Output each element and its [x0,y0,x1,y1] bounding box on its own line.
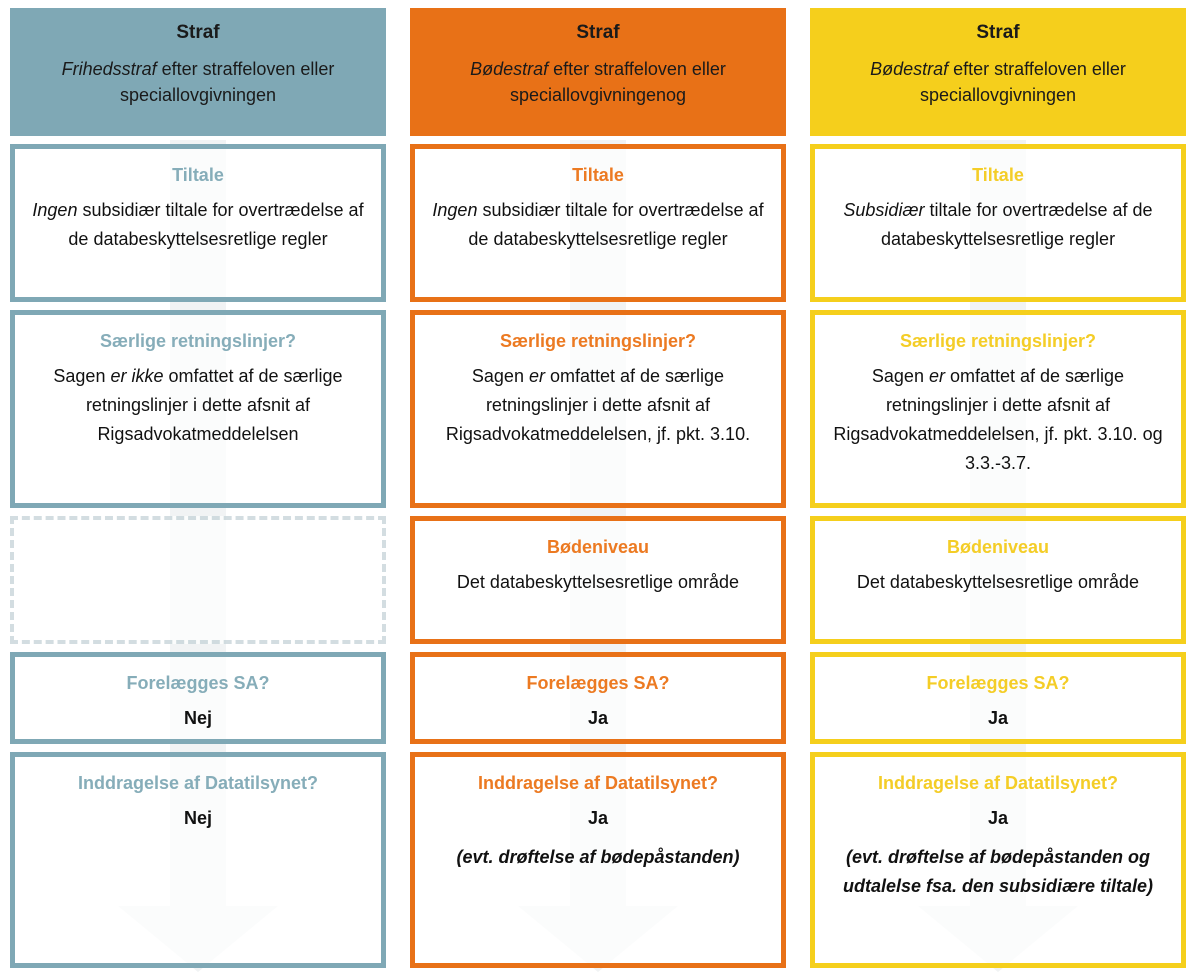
column-bodestraf [410,0,786,976]
box-title: Bødeniveau [946,537,1050,557]
box-title: Tiltale [572,165,624,185]
box-inddragelse [410,752,786,968]
box-tiltale [410,144,786,302]
box-retningslinjer [810,310,1186,508]
header-straf [410,8,786,136]
box-text: Det databeskyttelsesretlige område [856,572,1140,592]
box-answer: Ja [587,808,609,828]
box-bodeniveau [810,516,1186,644]
box-title: Forelægges SA? [126,673,270,693]
box-note: (evt. drøftelse af bødepåstanden og udtalelse fsa. den subsidiære tiltale) [842,847,1154,896]
box-title: Tiltale [972,165,1024,185]
column-frihedsstraf [10,0,386,976]
box-answer: Ja [987,708,1009,728]
header-title: Straf [176,22,220,43]
box-forelaegges [10,652,386,744]
box-title: Bødeniveau [546,537,650,557]
box-text: Ingen subsidiær tiltale for overtrædelse af de databeskyttelsesretlige regler [32,200,364,249]
box-title: Tiltale [172,165,224,185]
box-text: Ingen subsidiær tiltale for overtrædelse af de databeskyttelsesretlige regler [432,200,764,249]
header-text: Frihedsstraf efter straffeloven eller speciallovgivningen [61,59,335,105]
box-retningslinjer [10,310,386,508]
box-title: Særlige retningslinjer? [99,331,297,351]
header-title: Straf [976,22,1020,43]
box-forelaegges [810,652,1186,744]
box-title: Særlige retningslinjer? [899,331,1097,351]
box-retningslinjer [410,310,786,508]
box-answer: Ja [587,708,609,728]
box-empty-placeholder [10,516,386,644]
header-title: Straf [576,22,620,43]
box-answer: Nej [183,808,212,828]
header-straf [10,8,386,136]
box-title: Særlige retningslinjer? [499,331,697,351]
box-tiltale [10,144,386,302]
box-text: Det databeskyttelsesretlige område [456,572,740,592]
header-text: Bødestraf efter straffeloven eller speciallovgivningenog [470,59,726,105]
box-text: Subsidiær tiltale for overtrædelse af de databeskyttelsesretlige regler [843,200,1153,249]
box-title: Forelægges SA? [526,673,670,693]
box-forelaegges [410,652,786,744]
box-title: Inddragelse af Datatilsynet? [477,773,719,793]
box-answer: Nej [183,708,212,728]
box-title: Forelægges SA? [926,673,1070,693]
box-text: Sagen er ikke omfattet af de særlige retningslinjer i dette afsnit af Rigsadvokatmeddelelsen [53,366,343,444]
box-title: Inddragelse af Datatilsynet? [77,773,319,793]
box-note: (evt. drøftelse af bødepåstanden) [456,847,740,867]
column-bodestraf-subsidiaer [810,0,1186,976]
box-answer: Ja [987,808,1009,828]
box-inddragelse [810,752,1186,968]
header-text: Bødestraf efter straffeloven eller speciallovgivningen [870,59,1126,105]
box-tiltale [810,144,1186,302]
header-straf [810,8,1186,136]
box-text: Sagen er omfattet af de særlige retningslinjer i dette afsnit af Rigsadvokatmeddelelsen, jf. pkt. 3.10. og 3.3.-3.7. [833,366,1163,473]
box-title: Inddragelse af Datatilsynet? [877,773,1119,793]
box-bodeniveau [410,516,786,644]
box-text: Sagen er omfattet af de særlige retningslinjer i dette afsnit af Rigsadvokatmeddelelsen, jf. pkt. 3.10. [445,366,751,444]
box-inddragelse [10,752,386,968]
